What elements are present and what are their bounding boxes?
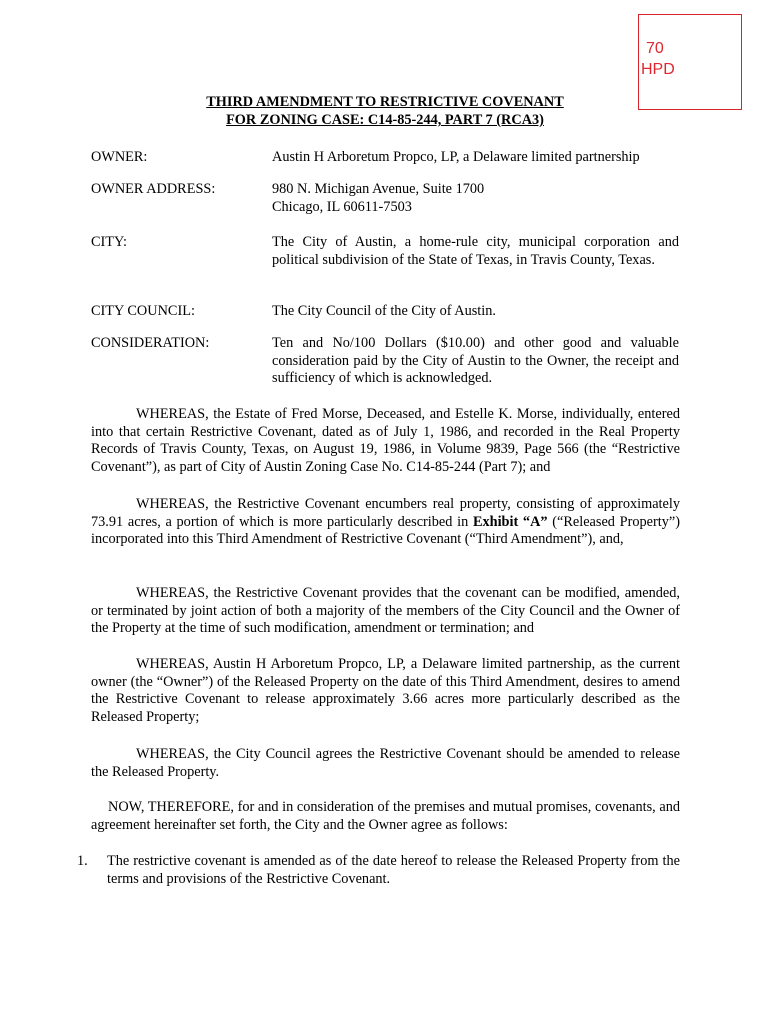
city-value: The City of Austin, a home-rule city, municipal corporation and political subdivision of the State of Texas, in Travis County, Texas. [272, 234, 679, 268]
recital-paragraph-4: WHEREAS, Austin H Arboretum Propco, LP, a Delaware limited partnership, as the current owner (the “Owner”) of the Released Property on the date of this Third Amendment, desires to amend the Restrictive Covenant to release approximately 3.66 acres more particularly described as the Released Property; [91, 656, 680, 725]
recital-2-text-start: WHEREAS, the Restrictive Covenant encumbers real property, consisting of approximately 73.91 acres, a portion of which is more particularly described in [91, 496, 680, 530]
owner-address-line2: Chicago, IL 60611-7503 [272, 198, 412, 215]
owner-label: OWNER: [91, 149, 148, 165]
consideration-value: Ten and No/100 Dollars ($10.00) and other good and valuable consideration paid by the City of Austin to the Owner, the receipt and sufficiency of which is acknowledged. [272, 335, 679, 387]
exhibit-a-reference: Exhibit “A” [472, 513, 548, 530]
stamp-code: HPD [641, 61, 675, 78]
city-council-value: The City Council of the City of Austin. [272, 303, 496, 319]
recital-paragraph-5: WHEREAS, the City Council agrees the Restrictive Covenant should be amended to release the Released Property. [91, 746, 680, 780]
recital-2-text-end: (“Released Property”) incorporated into this Third Amendment of Restrictive Covenant (“Third Amendment”), and, [91, 513, 680, 548]
owner-address-line1: 980 N. Michigan Avenue, Suite 1700 [272, 181, 485, 197]
consideration-label: CONSIDERATION: [91, 335, 210, 351]
document-title: THIRD AMENDMENT TO RESTRICTIVE COVENANT [206, 94, 564, 110]
stamp-number: 70 [646, 40, 664, 57]
owner-value: Austin H Arboretum Propco, LP, a Delaware limited partnership [272, 149, 640, 165]
recital-paragraph-1: WHEREAS, the Estate of Fred Morse, Deceased, and Estelle K. Morse, individually, entered into that certain Restrictive Covenant, dated as of July 1, 1986, and recorded in the Real Property Records of Travis County, Texas, on August 19, 1986, in Volume 9839, Page 566 (the “Restrictive Covenant”), as part of City of Austin Zoning Case No. C14-85-244 (Part 7); and [91, 406, 680, 475]
city-label: CITY: [91, 234, 128, 250]
list-item-number: 1. [77, 853, 88, 869]
list-item-text: The restrictive covenant is amended as of the date hereof to release the Released Property from the terms and provisions of the Restrictive Covenant. [107, 853, 680, 887]
recital-paragraph-3: WHEREAS, the Restrictive Covenant provides that the covenant can be modified, amended, or terminated by joint action of both a majority of the members of the City Council and the Owner of the Property at the time of such modification, amendment or termination; and [91, 585, 680, 637]
now-therefore-paragraph: NOW, THEREFORE, for and in consideration of the premises and mutual promises, covenants, and agreement hereinafter set forth, the City and the Owner agree as follows: [91, 799, 680, 833]
owner-address-value [272, 181, 679, 216]
recital-paragraph-2 [91, 496, 680, 549]
city-council-label: CITY COUNCIL: [91, 303, 195, 319]
document-subtitle: FOR ZONING CASE: C14-85-244, PART 7 (RCA3) [226, 112, 544, 128]
owner-address-label: OWNER ADDRESS: [91, 181, 216, 197]
